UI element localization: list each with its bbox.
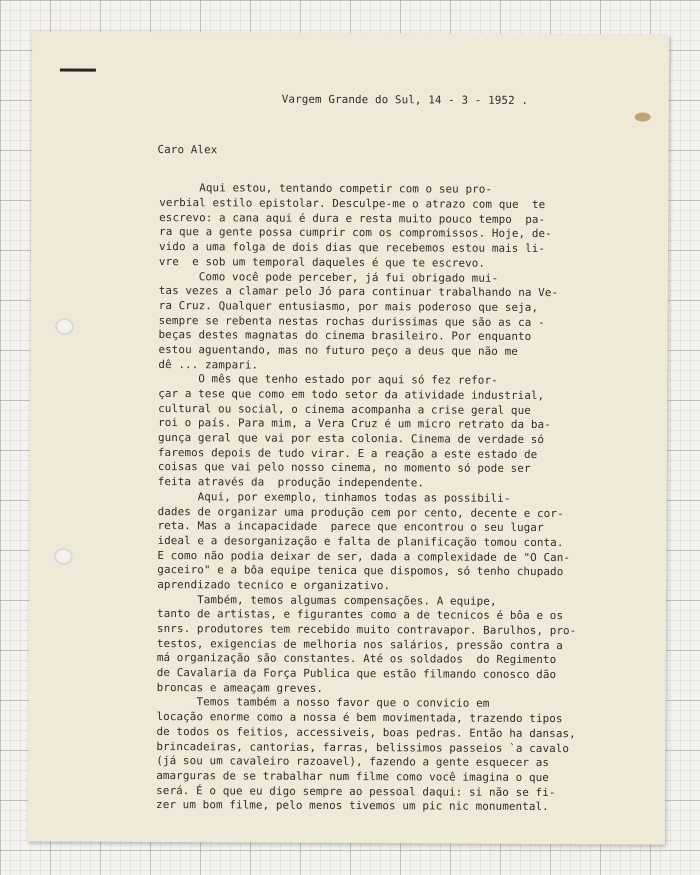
letter-line: ideal e a desorganização e falta de planificação tomou conta. (157, 533, 564, 550)
ink-dash-mark (60, 68, 96, 71)
letter-line: ra Cruz. Qualquer entusiasmo, por mais poderoso que seja, (158, 298, 539, 314)
letter-line: má organização são constantes. Até os soldados do Regimento (156, 651, 557, 667)
letter-line: de Cavalaria da Força Publica que estão filmando conosco dão (156, 666, 557, 682)
letter-line: verbial estilo epistolar. Desculpe-me o atrazo com que te (159, 196, 546, 212)
letter-line: snrs. produtores tem recebido muito contravapor. Barulhos, pro- (156, 622, 577, 638)
letter-line: feita através da produção independente. (157, 475, 425, 490)
letter-line: gaceiro" e a bôa equipe tenica que dispomos, só tenho chupado (157, 563, 564, 579)
letter-line: dades de organizar uma produção cem por cento, decente e cor- (157, 504, 564, 520)
letter-line: sempre se rebenta nestas rochas durissimas que são as ca - (158, 313, 545, 329)
letter-line: tas vezes a clamar pelo Jó para continuar trabalhando na Ve- (158, 284, 559, 300)
letter-line: testos, exigencias de melhoria nos salários, pressão contra a (156, 636, 564, 652)
letter-line: locação enorme como a nossa é bem movimentada, trazendo tipos (156, 710, 563, 726)
letter-line: vido a uma folga de dois dias que recebemos estou mais li- (158, 240, 546, 256)
letter-line: de todos os feitios, accessiveis, boas pedras. Então ha dansas, (156, 724, 576, 741)
letter-line: será. É o que eu digo sempre ao pessoal daqui: si não se fi- (156, 783, 556, 799)
letter-line: reta. Mas a incapacidade parece que encontrou o seu lugar (157, 519, 544, 535)
letter-line: beças destes magnatas do cinema brasileiro. Por enquanto (158, 328, 532, 344)
letter-line: estou aguentando, mas no futuro peço a deus que não me (158, 342, 518, 358)
letter-salutation: Caro Alex (157, 142, 218, 156)
letter-line: brincadeiras, cantorias, farras, belissimos passeios `a cavalo (156, 739, 570, 755)
letter-line: Aqui estou, tentando competir com o seu pro- (159, 181, 493, 197)
letter-line: (já sou um cavaleiro razoavel), fazendo a gente esquecer as (156, 754, 550, 770)
letter-line: coisas que vai pelo nosso cinema, no momento só pode ser (157, 460, 531, 476)
letter-body (156, 181, 639, 815)
letter-line: tanto de artistas, e figurantes como a de tecnicos é bôa e os (157, 607, 564, 623)
letter-line: faremos depois de tudo virar. E a reação a este estado de (157, 445, 538, 461)
letter-line: O mês que tenho estado por aqui só fez refor- (158, 372, 498, 388)
letter-line: broncas e ameaçam greves. (156, 680, 324, 695)
punch-hole-bottom (54, 548, 72, 564)
letter-line: zer um bom filme, pelo menos tivemos um pic nic monumental. (156, 798, 549, 814)
letter-page (28, 31, 669, 844)
letter-line: roi o país. Para mim, a Vera Cruz é um micro retrato da ba- (158, 416, 551, 432)
letter-line: E como não podia deixar de ser, dada a complexidade de "O Can- (157, 548, 571, 564)
letter-line: aprendizado tecnico e organizativo. (157, 577, 391, 593)
letter-text (156, 92, 640, 815)
letter-date: Vargem Grande do Sul, 14 - 3 - 1952 . (281, 92, 529, 107)
punch-hole-top (56, 318, 74, 334)
letter-line: vre e sob um temporal daqueles é que te escrevo. (158, 254, 486, 270)
letter-line: dê ... zampari. (158, 357, 259, 372)
letter-line: Também, temos algumas compensações. A equipe, (157, 592, 497, 608)
letter-line: amarguras de se trabalhar num filme como você imagina o que (156, 768, 550, 784)
letter-line: Como você pode perceber, já fui obrigado mui- (158, 269, 499, 285)
letter-line: Aqui, por exemplo, tinhamos todas as possibili- (157, 489, 511, 505)
letter-line: cultural ou social, o cinema acompanha a crise geral que (158, 401, 531, 417)
letter-line: çar a tese que como em todo setor da atividade industrial, (158, 387, 545, 403)
letter-line: gunça geral que vai por esta colonia. Cinema de verdade só (157, 431, 545, 447)
letter-line: Temos também a nosso favor que o convicio em (156, 695, 490, 711)
letter-line: escrevo: a cana aqui é dura e resta muito pouco tempo pa- (159, 210, 546, 226)
letter-line: ra que a gente possa cumprir com os compromissos. Hoje, de- (159, 225, 552, 241)
